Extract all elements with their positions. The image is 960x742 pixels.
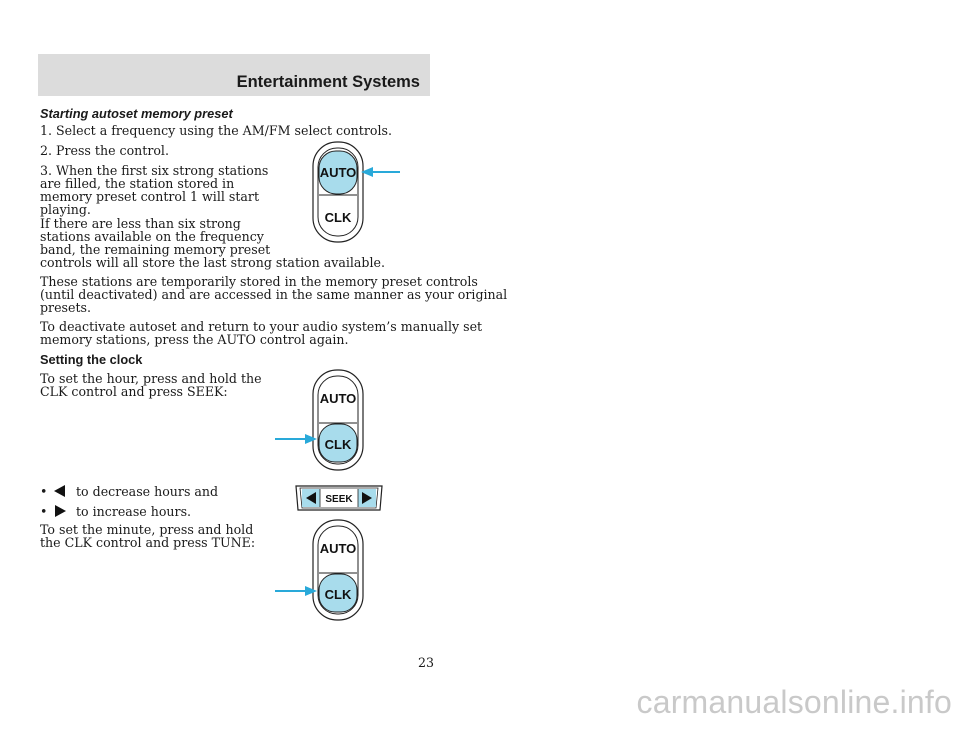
minute-instruction-line: To set the minute, press and hold (40, 522, 254, 537)
hour-instruction-line: To set the hour, press and hold the (40, 371, 262, 386)
auto-label: AUTO (319, 541, 357, 556)
page-number: 23 (418, 655, 435, 670)
temporary-storage-line: These stations are temporarily stored in the memory preset controls (40, 274, 478, 289)
section-header (38, 54, 430, 96)
step-1: 1. Select a frequency using the AM/FM select controls. (40, 123, 392, 138)
pointer-arrow-icon (361, 167, 400, 177)
clk-label: CLK (324, 210, 352, 225)
step-3-line: playing. (40, 202, 91, 217)
seek-control-figure (292, 484, 386, 512)
bullet: • (40, 504, 48, 519)
auto-label: AUTO (319, 391, 357, 406)
auto-clk-figure-clk (273, 368, 373, 472)
temporary-storage-line: (until deactivated) and are accessed in the same manner as your original (40, 287, 508, 302)
bullet: • (40, 484, 48, 499)
step-3-line: 3. When the first six strong stations (40, 163, 269, 178)
watermark: carmanualsonline.info (636, 684, 952, 720)
deactivate-line: memory stations, press the AUTO control again. (40, 332, 349, 347)
clock-heading: Setting the clock (40, 352, 143, 367)
decrease-hours-text: to decrease hours and (76, 484, 219, 499)
hour-instruction-line: CLK control and press SEEK: (40, 384, 228, 399)
minute-instruction-line: the CLK control and press TUNE: (40, 535, 256, 550)
increase-hours-text: to increase hours. (76, 504, 192, 519)
auto-label: AUTO (319, 165, 357, 180)
autoset-heading: Starting autoset memory preset (40, 106, 233, 121)
auto-clk-figure-auto (305, 140, 405, 244)
fewer-stations-line: If there are less than six strong (40, 216, 241, 231)
seek-up-triangle-icon (53, 504, 67, 518)
deactivate-line: To deactivate autoset and return to your audio system’s manually set (40, 319, 483, 334)
step-3-line: memory preset control 1 will start (40, 189, 260, 204)
step-2: 2. Press the control. (40, 143, 169, 158)
clk-label: CLK (324, 587, 352, 602)
pointer-arrow-icon (275, 434, 317, 444)
pointer-arrow-icon (275, 586, 317, 596)
seek-label: SEEK (325, 494, 353, 505)
fewer-stations-line: band, the remaining memory preset (40, 242, 271, 257)
section-title: Entertainment Systems (236, 73, 420, 91)
fewer-stations-line: controls will all store the last strong station available. (40, 255, 385, 270)
auto-clk-figure-clk-tune (273, 518, 373, 622)
clk-label: CLK (324, 437, 352, 452)
step-3-line: are filled, the station stored in (40, 176, 235, 191)
fewer-stations-line: stations available on the frequency (40, 229, 264, 244)
temporary-storage-line: presets. (40, 300, 91, 315)
seek-down-triangle-icon (53, 484, 67, 498)
